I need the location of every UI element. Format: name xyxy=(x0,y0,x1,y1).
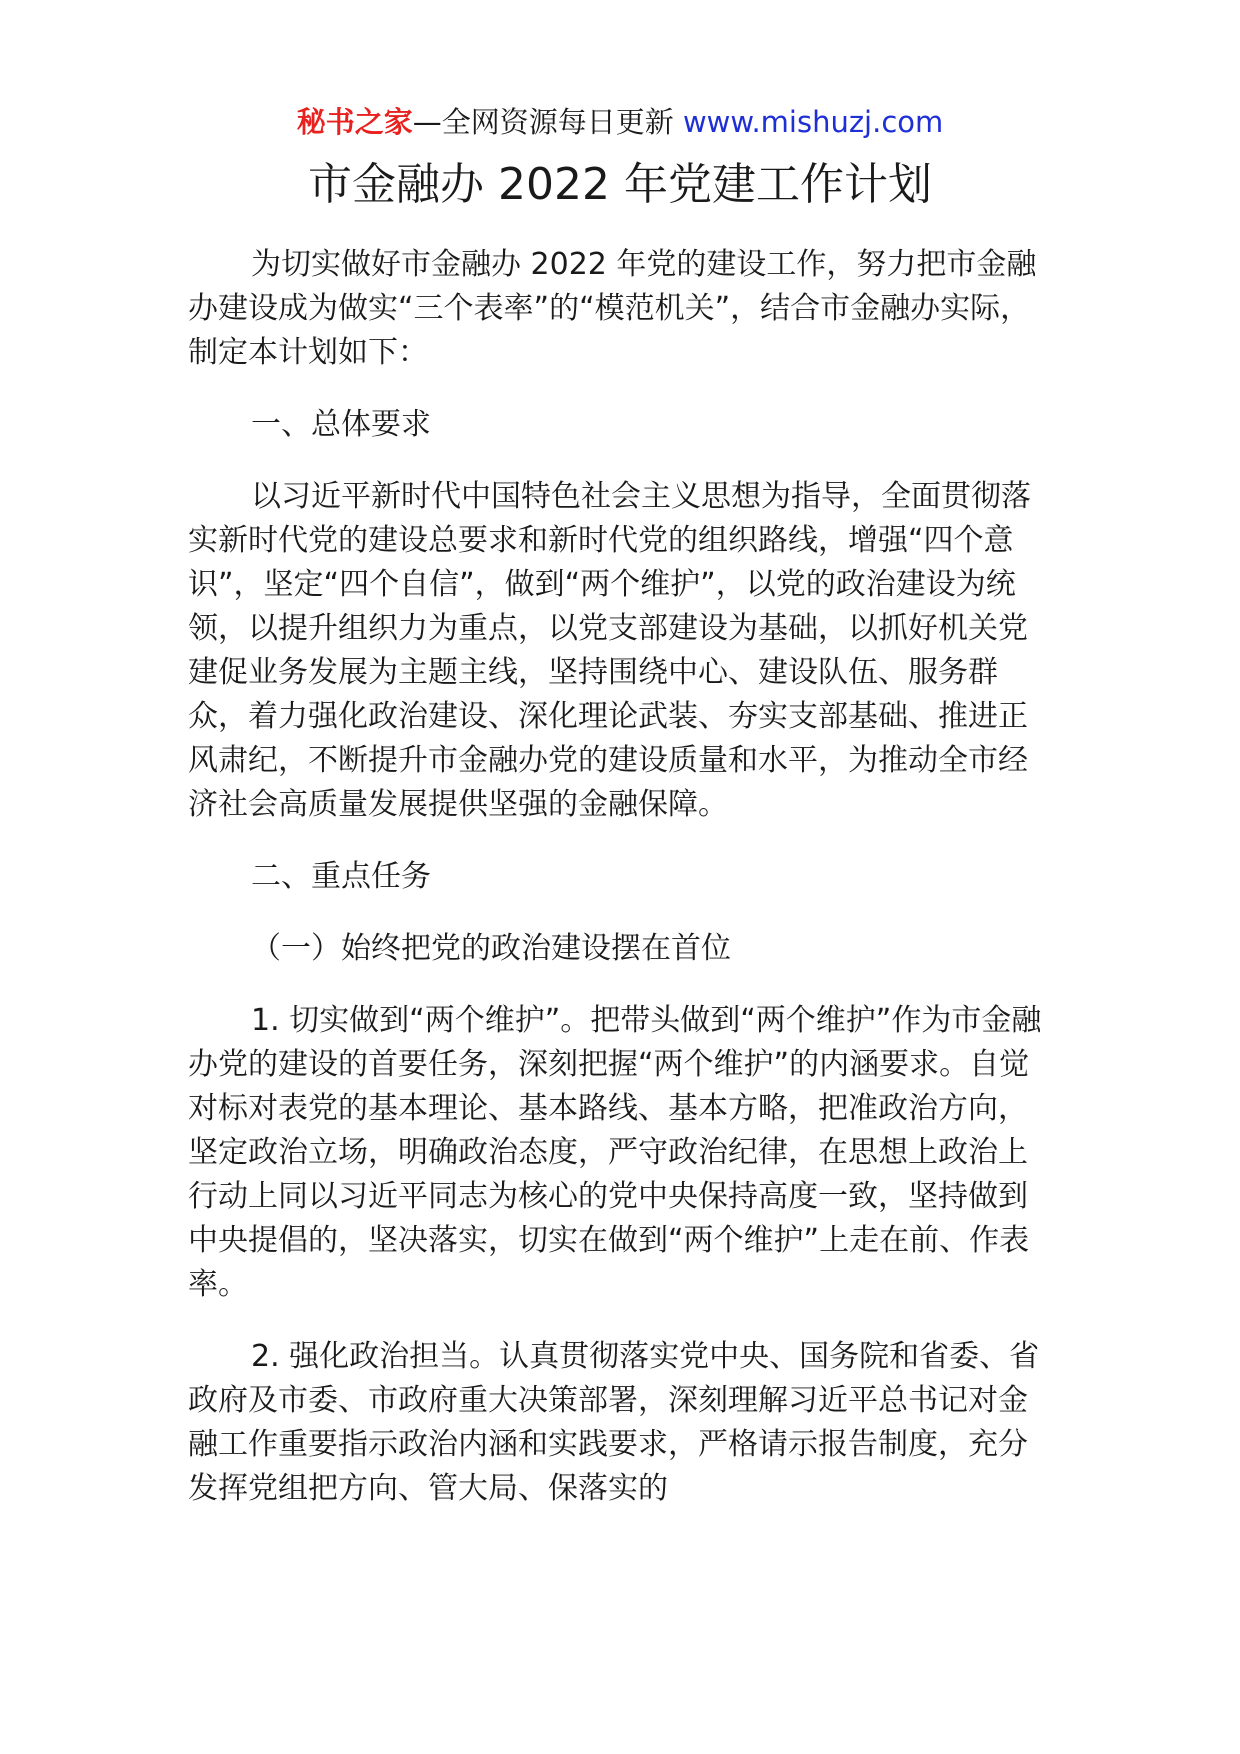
site-tagline: —全网资源每日更新 xyxy=(412,105,683,139)
document-title: 市金融办 2022 年党建工作计划 xyxy=(308,159,932,210)
document-body xyxy=(188,243,1053,1511)
heading-subsection-1: （一）始终把党的政治建设摆在首位 xyxy=(251,931,731,966)
site-banner xyxy=(0,100,1240,144)
heading-section-1: 一、总体要求 xyxy=(251,407,431,442)
site-url-link[interactable]: www.mishuzj.com xyxy=(682,105,944,139)
heading-section-2: 二、重点任务 xyxy=(251,859,431,894)
paragraph-item-1: 1. 切实做到“两个维护”。把带头做到“两个维护”作为市金融办党的建设的首要任务，深刻把握“两个维护”的内涵要求。自觉对标对表党的基本理论、基本路线、基本方略，把准政治方向，坚定政治立场，明确政治态度，严守政治纪律，在思想上政治上行动上同以习近平同志为核心的党中央保持高度一致，坚持做到中央提倡的，坚决落实，切实在做到“两个维护”上走在前、作表率。 xyxy=(188,1003,1042,1302)
site-name: 秘书之家 xyxy=(296,105,413,139)
paragraph-overall-requirements: 以习近平新时代中国特色社会主义思想为指导，全面贯彻落实新时代党的建设总要求和新时代党的组织路线，增强“四个意识”，坚定“四个自信”，做到“两个维护”，以党的政治建设为统领，以提升组织力为重点，以党支部建设为基础，以抓好机关党建促业务发展为主题主线，坚持围绕中心、建设队伍、服务群众，着力强化政治建设、深化理论武装、夯实支部基础、推进正风肃纪，不断提升市金融办党的建设质量和水平，为推动全市经济社会高质量发展提供坚强的金融保障。 xyxy=(188,479,1031,822)
paragraph-item-2: 2. 强化政治担当。认真贯彻落实党中央、国务院和省委、省政府及市委、市政府重大决策部署，深刻理解习近平总书记对金融工作重要指示政治内涵和实践要求，严格请示报告制度，充分发挥党组把方向、管大局、保落实的 xyxy=(188,1339,1040,1506)
paragraph-intro: 为切实做好市金融办 2022 年党的建设工作，努力把市金融办建设成为做实“三个表率”的“模范机关”，结合市金融办实际，制定本计划如下： xyxy=(188,247,1037,370)
